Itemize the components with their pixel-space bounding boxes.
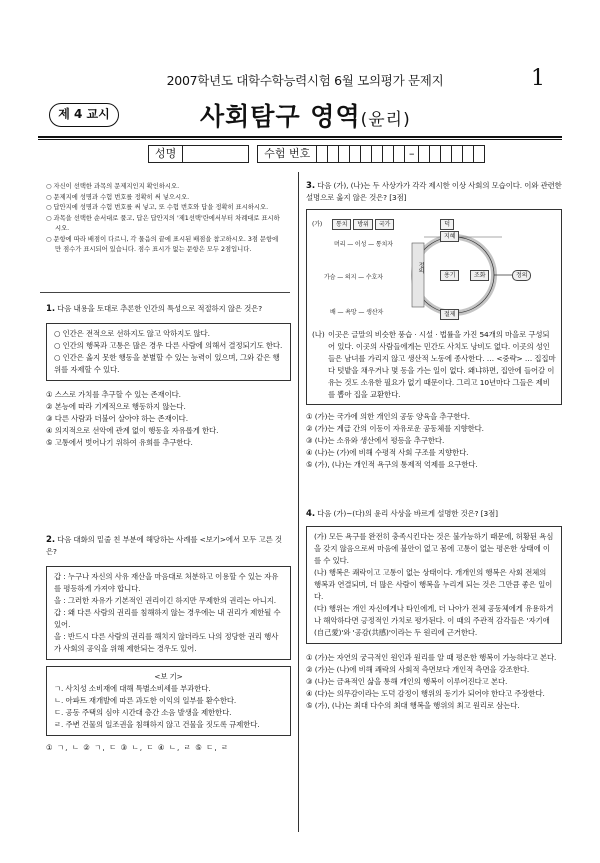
node-courage: 용기 xyxy=(440,270,459,281)
na-section xyxy=(312,329,556,401)
period-badge: 제 4 교시 xyxy=(49,103,119,127)
option-2[interactable]: ② (가)는 계급 간의 이동이 자유로운 공동체를 지향한다. xyxy=(306,424,484,433)
legend-item: 국가 xyxy=(375,219,394,230)
label-ga: (가) xyxy=(312,221,323,228)
exam-no-digit[interactable] xyxy=(463,145,474,163)
question-1 xyxy=(46,303,291,449)
dialogue-line: 을 : 반드시 다른 사람의 권리를 해치지 않더라도 나의 정당한 권리 행사가 사회의 공익을 위해 제한되는 경우도 있어. xyxy=(54,632,279,653)
bogi-item: ㄱ. 사치성 소비재에 대해 특별소비세를 부과한다. xyxy=(54,684,211,693)
box-paragraph: (가) 모든 욕구를 완전히 충족시킨다는 것은 불가능하기 때문에, 허황된 욕심을 갖지 않음으로써 마음에 불안이 없고 몸에 고통이 없는 평온한 상태에 이를 수 있다. xyxy=(314,532,554,565)
na-text: 이곳은 글말의 비슷한 풍습 · 시설 · 법률을 가진 54개의 마을로 구성되어 있다. 이곳의 사람들에게는 민간도 사치도 낭비도 없다. 이곳의 성인들은 남녀를 가리지 않고 생산적 노동에 종사한다. … <중략> … 집집마다 텃밭을 채우거나 몇 동을 가는 일이 없다. 왜냐하면, 집안에 들어갈 이유는 것도 소유한 필요가 없기 때문이다. 그리고 10년마다 그들은 제비를 뽑아 집을 교환한다. xyxy=(328,330,556,399)
option-2[interactable]: ② (가)는 (나)에 비해 쾌락의 사회적 측면보다 개인적 측면을 강조한다. xyxy=(306,665,530,674)
option-2[interactable]: ② 본능에 따라 기계적으로 행동하지 않는다. xyxy=(46,402,186,411)
name-label: 성명 xyxy=(148,145,183,163)
name-field[interactable] xyxy=(183,145,249,163)
option-1[interactable]: ① (가)는 자연의 궁극적인 원인과 원리를 알 때 평온한 행복이 가능하다고 본다. xyxy=(306,653,557,662)
exam-no-dash: – xyxy=(405,145,419,163)
header-rule xyxy=(38,136,562,138)
node-harmony: 조화 xyxy=(470,270,489,281)
bogi-title: <보 기> xyxy=(154,672,183,681)
exam-no-digit[interactable] xyxy=(383,145,394,163)
dialogue-line: 갑 : 누구나 자신의 사유 재산을 마음대로 처분하고 이용할 수 있는 자유를 평등하게 가져야 합니다. xyxy=(54,572,279,593)
option-1[interactable]: ① (가)는 국가에 의한 개인의 공동 양육을 추구한다. xyxy=(306,412,470,421)
option-4[interactable]: ④ (다)는 의무감이라는 도덕 감정이 행위의 동기가 되어야 한다고 주장한다. xyxy=(306,689,545,698)
dialogue-line: 을 : 그러한 자유가 기본적인 권리이긴 하지만 무제한의 권리는 아니지. xyxy=(54,596,276,605)
option-4[interactable]: ④ (나)는 (가)에 비해 수평적 사회 구조를 지향한다. xyxy=(306,448,469,457)
dialogue-line: 갑 : 왜 다른 사람의 권리를 침해하지 않는 경우에는 내 권리가 제한될 수 있어. xyxy=(54,608,281,629)
option-5[interactable]: ⑤ (가), (나)는 최대 다수의 최대 행복을 행위의 최고 원리로 삼는다. xyxy=(306,701,520,710)
option-5[interactable]: ⑤ 고통에서 벗어나기 위하여 유희를 추구한다. xyxy=(46,438,193,447)
exam-no-digit[interactable] xyxy=(452,145,463,163)
question-2-stem: 2. 다음 대화의 밑줄 친 부분에 해당하는 사례를 <보기>에서 모두 고른 것은? xyxy=(46,535,282,556)
bogi-box xyxy=(46,666,291,736)
notice-item: ○ 답안지에 성명과 수험 번호를 써 넣고, 또 수험 번호와 답을 정확히 표시하시오. xyxy=(46,204,269,211)
option-3[interactable]: ③ (나)는 소유와 생산에서 평등을 추구한다. xyxy=(306,436,445,445)
subject-title xyxy=(200,97,411,133)
question-4-stem: 4. 다음 (가)~(다)의 윤리 사상을 바르게 설명한 것은? [3점] xyxy=(306,509,498,519)
exam-no-digit[interactable] xyxy=(361,145,372,163)
question-3-box xyxy=(306,209,562,405)
label-na: (나) xyxy=(312,330,325,339)
question-1-box xyxy=(46,323,291,381)
option-3[interactable]: ③ 다른 사람과 더불어 살아야 하는 존재이다. xyxy=(46,414,188,423)
node-wisdom: 지혜 xyxy=(440,231,459,242)
question-3-stem: 3. 다음 (가), (나)는 두 사상가가 각각 제시한 이상 사회의 모습이다. 이와 관련한 설명으로 옳지 않은 것은? [3점] xyxy=(306,181,562,202)
column-divider xyxy=(298,172,299,832)
question-number: 2. xyxy=(46,535,55,545)
exam-no-label: 수험 번호 xyxy=(257,145,317,163)
row-chest: 가슴 — 의지 — 수호자 xyxy=(324,274,383,281)
subject-name: 사회탐구 영역 xyxy=(200,102,361,131)
notice-item: ○ 과목을 선택한 순서대로 풀고, 답은 답안지의 '제1선택'란에서부터 차례대로 표시하시오. xyxy=(46,214,280,232)
exam-no-digit[interactable] xyxy=(339,145,350,163)
question-1-stem: 1. 다음 내용을 토대로 추론한 인간의 특성으로 적절하지 않은 것은? xyxy=(46,304,263,314)
box-line: ○ 인간의 행복과 고통은 많은 경우 다른 사람에 의해서 결정되기도 한다. xyxy=(54,341,283,350)
bogi-item: ㄹ. 주변 건물의 일조권을 침해하지 않고 건물을 짓도록 규제한다. xyxy=(54,720,260,729)
exam-no-digit[interactable] xyxy=(441,145,452,163)
exam-no-digit[interactable] xyxy=(372,145,383,163)
exam-no-digit[interactable] xyxy=(350,145,361,163)
legend-item: 덕 xyxy=(440,219,454,230)
ring-center-label: 정의 xyxy=(417,262,424,274)
exam-no-digit[interactable] xyxy=(419,145,430,163)
question-3 xyxy=(306,180,562,471)
box-paragraph: (나) 행복은 쾌락이고 고통이 없는 상태이다. 개개인의 행복은 사회 전체의 행복과 연결되며, 더 많은 사람이 행복을 누리게 되는 것은 그만큼 좋은 일이다. xyxy=(314,568,553,601)
notice-item: ○ 자신이 선택한 과목의 문제지인지 확인하시오. xyxy=(46,183,180,190)
row-head: 머리 — 이성 — 통치자 xyxy=(334,241,393,248)
option-3[interactable]: ③ (나)는 금욕적인 삶을 통해 개인의 행복이 이루어진다고 본다. xyxy=(306,677,508,686)
question-number: 3. xyxy=(306,181,315,191)
notice-item: ○ 문제지에 성명과 수험 번호를 정확히 써 넣으시오. xyxy=(46,193,190,201)
exam-no-digit[interactable] xyxy=(474,145,485,163)
node-temperance: 절제 xyxy=(440,309,459,320)
question-2 xyxy=(46,534,291,754)
box-line: ○ 인간은 전적으로 선하지도 않고 악하지도 않다. xyxy=(54,329,210,338)
option-5[interactable]: ⑤ (가), (나)는 개인적 욕구의 통제적 억제를 요구한다. xyxy=(306,460,478,469)
legend-item: 통치 xyxy=(332,219,351,230)
question-number: 1. xyxy=(46,304,55,314)
notice-item: ○ 문항에 따라 배점이 다르니, 각 물음의 끝에 표시된 배점을 참고하시오. 3점 문항에만 점수가 표시되어 있습니다. 점수 표시가 없는 문항은 모두 2점입니다. xyxy=(46,235,279,253)
exam-no-digit[interactable] xyxy=(317,145,328,163)
option-4[interactable]: ④ 의지적으로 선악에 관계 없이 행동을 자유롭게 한다. xyxy=(46,426,219,435)
subject-sub: (윤리) xyxy=(360,110,411,130)
row-belly: 배 — 욕망 — 생산자 xyxy=(330,309,384,316)
box-line: ○ 인간은 옳지 못한 행동을 분별할 수 있는 능력이 있으며, 그와 같은 행위를 자제할 수 있다. xyxy=(54,353,280,374)
ideal-state-diagram xyxy=(312,217,552,325)
exam-notice xyxy=(40,178,290,293)
box-paragraph: (다) 행위는 개인 자신에게나 타인에게, 더 나아가 전체 공동체에게 유용하거나 해악하다면 긍정적인 가치로 평가된다. 이 때의 주관적 감각들은 '자기애(自己愛)'와 '공감(共感)'이라는 두 원리에 근거한다. xyxy=(314,604,554,637)
id-row xyxy=(148,145,485,163)
answer-choices[interactable]: ① ㄱ, ㄴ ② ㄱ, ㄷ ③ ㄴ, ㄷ ④ ㄴ, ㄹ ⑤ ㄷ, ㄹ xyxy=(46,743,230,752)
legend-item: 방위 xyxy=(353,219,372,230)
exam-title: 2007학년도 대학수학능력시험 6월 모의평가 문제지 xyxy=(166,73,444,88)
bogi-item: ㄷ. 공동 주택의 심야 시간대 층간 소음 발생을 제한한다. xyxy=(54,708,232,717)
question-number: 4. xyxy=(306,509,315,519)
option-1[interactable]: ① 스스로 가치를 추구할 수 있는 존재이다. xyxy=(46,390,181,399)
exam-no-digit[interactable] xyxy=(328,145,339,163)
dialogue-box xyxy=(46,566,291,660)
page-number: 1 xyxy=(531,66,545,91)
exam-no-digit[interactable] xyxy=(394,145,405,163)
exam-no-digit[interactable] xyxy=(430,145,441,163)
node-justice: 정의 xyxy=(512,270,531,281)
question-4 xyxy=(306,508,562,712)
bogi-item: ㄴ. 아파트 재개발에 따른 과도한 이익의 일부를 환수한다. xyxy=(54,696,237,705)
question-4-box xyxy=(306,526,562,644)
header-rule-thin xyxy=(38,139,562,140)
